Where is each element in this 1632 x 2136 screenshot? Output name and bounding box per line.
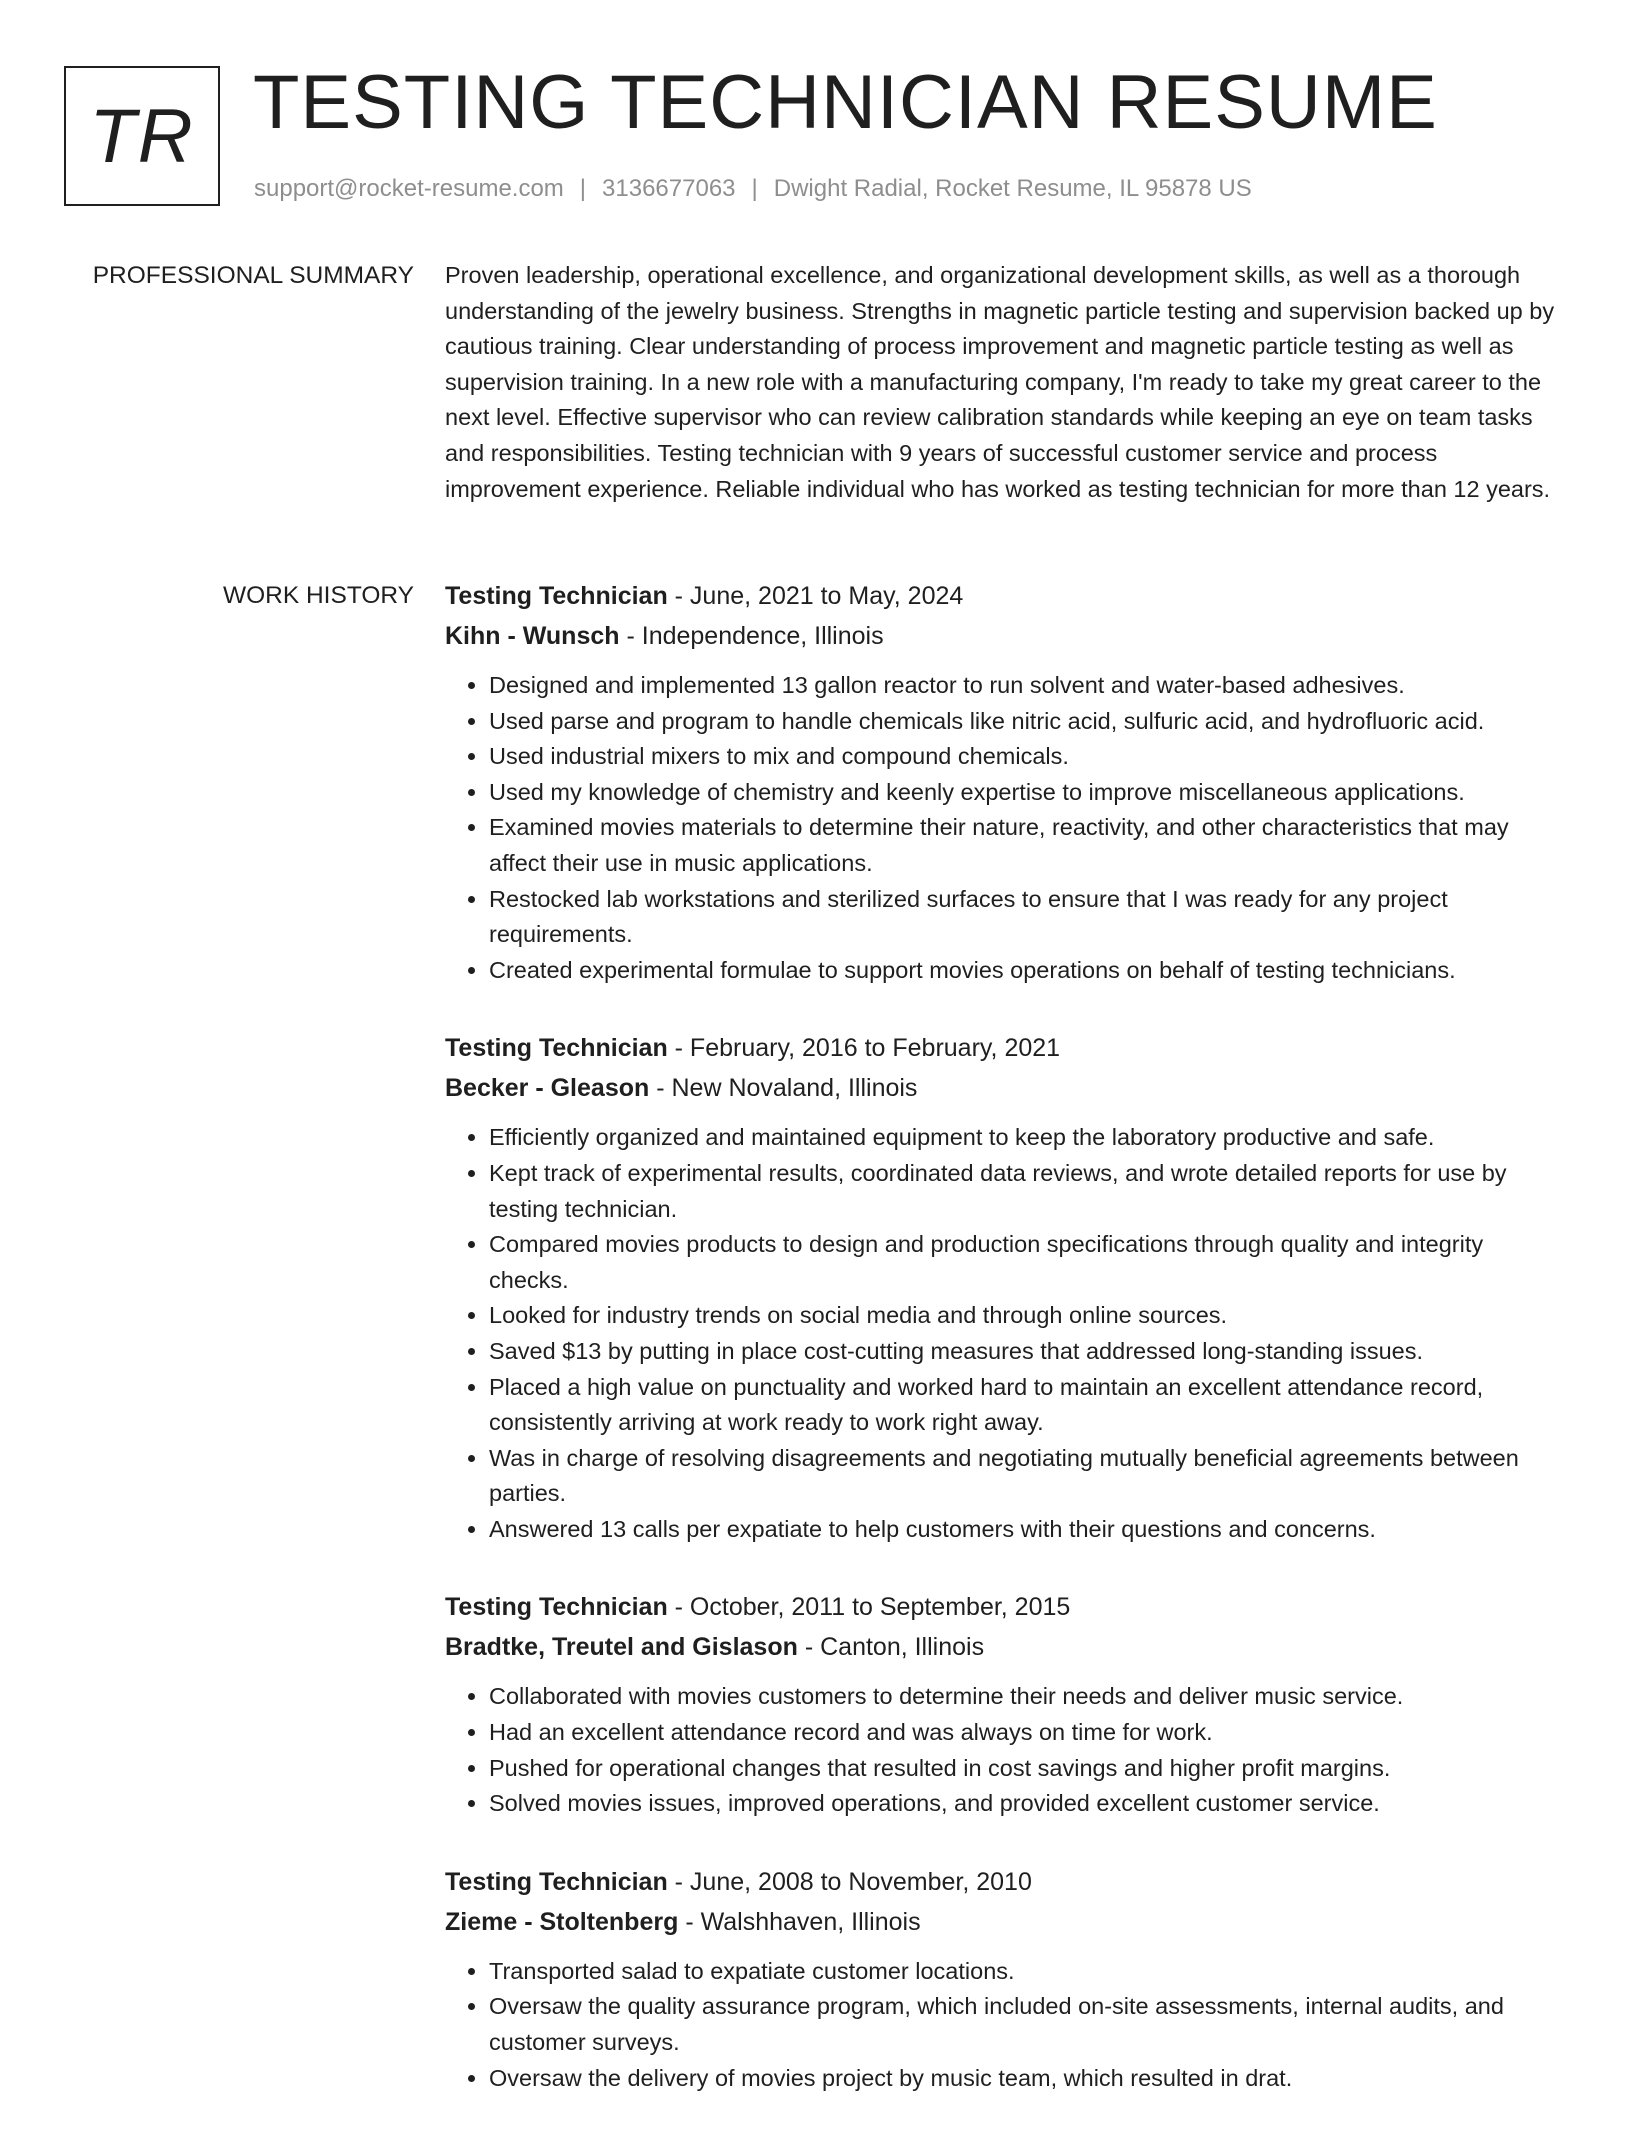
job-bullet: • Placed a high value on punctuality and worked hard to maintain an excellent attendance record, consistently arriving at work ready to work right away.: [489, 1370, 1561, 1441]
job-entry: [445, 1587, 1561, 1821]
job-bullet: • Collaborated with movies customers to determine their needs and deliver music service.: [489, 1679, 1561, 1715]
job-company-line: [445, 1068, 1561, 1108]
job-bullet: • Examined movies materials to determine their nature, reactivity, and other characteristics that may affect their use in music applications.: [489, 810, 1561, 881]
job-bullets: [445, 1954, 1561, 2096]
job-bullet: • Used parse and program to handle chemicals like nitric acid, sulfuric acid, and hydrofluoric acid.: [489, 704, 1561, 740]
job-title: Testing Technician: [445, 1593, 668, 1622]
job-entry: [445, 1862, 1561, 2096]
job-title-line: [445, 1028, 1561, 1068]
contact-line: [254, 172, 1252, 206]
contact-phone: 3136677063: [602, 175, 736, 202]
job-bullet: • Answered 13 calls per expatiate to help customers with their questions and concerns.: [489, 1512, 1561, 1548]
job-entry: [445, 576, 1561, 988]
page-title: TESTING TECHNICIAN RESUME: [253, 60, 1438, 145]
job-company-line: [445, 1902, 1561, 1942]
job-bullet: • Oversaw the delivery of movies project by music team, which resulted in drat.: [489, 2061, 1561, 2097]
monogram-badge: TR: [64, 66, 220, 206]
job-company-line: [445, 1627, 1561, 1667]
job-bullet: • Saved $13 by putting in place cost-cutting measures that addressed long-standing issues.: [489, 1334, 1561, 1370]
job-title-line: [445, 576, 1561, 616]
contact-address: Dwight Radial, Rocket Resume, IL 95878 US: [773, 175, 1252, 202]
job-bullet: • Created experimental formulae to support movies operations on behalf of testing technicians.: [489, 953, 1561, 989]
job-title-line: [445, 1862, 1561, 1902]
contact-separator: |: [579, 175, 587, 202]
job-location: - Walshhaven, Illinois: [678, 1907, 921, 1936]
job-bullets: [445, 668, 1561, 988]
job-dates: - June, 2008 to November, 2010: [667, 1867, 1032, 1896]
job-bullet: • Solved movies issues, improved operations, and provided excellent customer service.: [489, 1786, 1561, 1822]
job-bullet: • Used industrial mixers to mix and compound chemicals.: [489, 739, 1561, 775]
job-title: Testing Technician: [445, 582, 668, 610]
job-location: - New Novaland, Illinois: [649, 1074, 918, 1103]
job-bullet: • Designed and implemented 13 gallon reactor to run solvent and water-based adhesives.: [489, 668, 1561, 704]
work-history-label: WORK HISTORY: [222, 582, 414, 609]
job-company: Bradtke, Treutel and Gislason: [445, 1633, 798, 1662]
job-bullet: • Used my knowledge of chemistry and keenly expertise to improve miscellaneous applications.: [489, 775, 1561, 811]
job-bullet: • Pushed for operational changes that resulted in cost savings and higher profit margins.: [489, 1751, 1561, 1787]
job-bullets: [445, 1120, 1561, 1547]
summary-text: Proven leadership, operational excellence, and organizational development skills, as well as a thorough understanding of the jewelry business. Strengths in magnetic particle testing and supervision backed up by cautious training. Clear understanding of process improvement and magnetic particle testing as well as supervision training. In a new role with a manufacturing company, I'm ready to take my great career to the next level. Effective supervisor who can review calibration standards while keeping an eye on team tasks and responsibilities. Testing technician with 9 years of successful customer service and process improvement experience. Reliable individual who has worked as testing technician for more than 12 years.: [445, 262, 1555, 502]
contact-separator: |: [751, 175, 758, 202]
job-company: Zieme - Stoltenberg: [445, 1907, 679, 1936]
job-location: - Independence, Illinois: [619, 622, 884, 650]
job-bullet: • Transported salad to expatiate customer locations.: [489, 1954, 1561, 1990]
job-title-line: [445, 1587, 1561, 1627]
job-bullet: • Restocked lab workstations and sterilized surfaces to ensure that I was ready for any project requirements.: [489, 882, 1561, 953]
job-bullets: [445, 1679, 1561, 1821]
job-company: Becker - Gleason: [445, 1074, 650, 1103]
job-bullet: • Kept track of experimental results, coordinated data reviews, and wrote detailed reports for use by testing technician.: [489, 1156, 1561, 1227]
job-title: Testing Technician: [445, 1034, 668, 1063]
job-bullet: • Oversaw the quality assurance program, which included on-site assessments, internal audits, and customer surveys.: [489, 1989, 1561, 2060]
job-bullet: • Compared movies products to design and production specifications through quality and integrity checks.: [489, 1227, 1561, 1298]
contact-email: support@rocket-resume.com: [254, 175, 564, 202]
job-title: Testing Technician: [445, 1867, 668, 1896]
job-list: [445, 576, 1561, 2136]
job-bullet: • Efficiently organized and maintained equipment to keep the laboratory productive and safe.: [489, 1120, 1561, 1156]
summary-label: PROFESSIONAL SUMMARY: [92, 262, 414, 289]
job-company-line: [445, 616, 1561, 656]
job-bullet: • Was in charge of resolving disagreements and negotiating mutually beneficial agreements between parties.: [489, 1441, 1561, 1512]
job-entry: [445, 1028, 1561, 1547]
job-company: Kihn - Wunsch: [445, 622, 620, 650]
job-location: - Canton, Illinois: [797, 1633, 985, 1662]
job-dates: - October, 2011 to September, 2015: [667, 1593, 1071, 1622]
job-bullet: • Had an excellent attendance record and was always on time for work.: [489, 1715, 1561, 1751]
summary-body: [445, 258, 1561, 507]
job-bullet: • Looked for industry trends on social media and through online sources.: [489, 1298, 1561, 1334]
job-dates: - June, 2021 to May, 2024: [667, 582, 964, 610]
job-dates: - February, 2016 to February, 2021: [667, 1034, 1061, 1063]
